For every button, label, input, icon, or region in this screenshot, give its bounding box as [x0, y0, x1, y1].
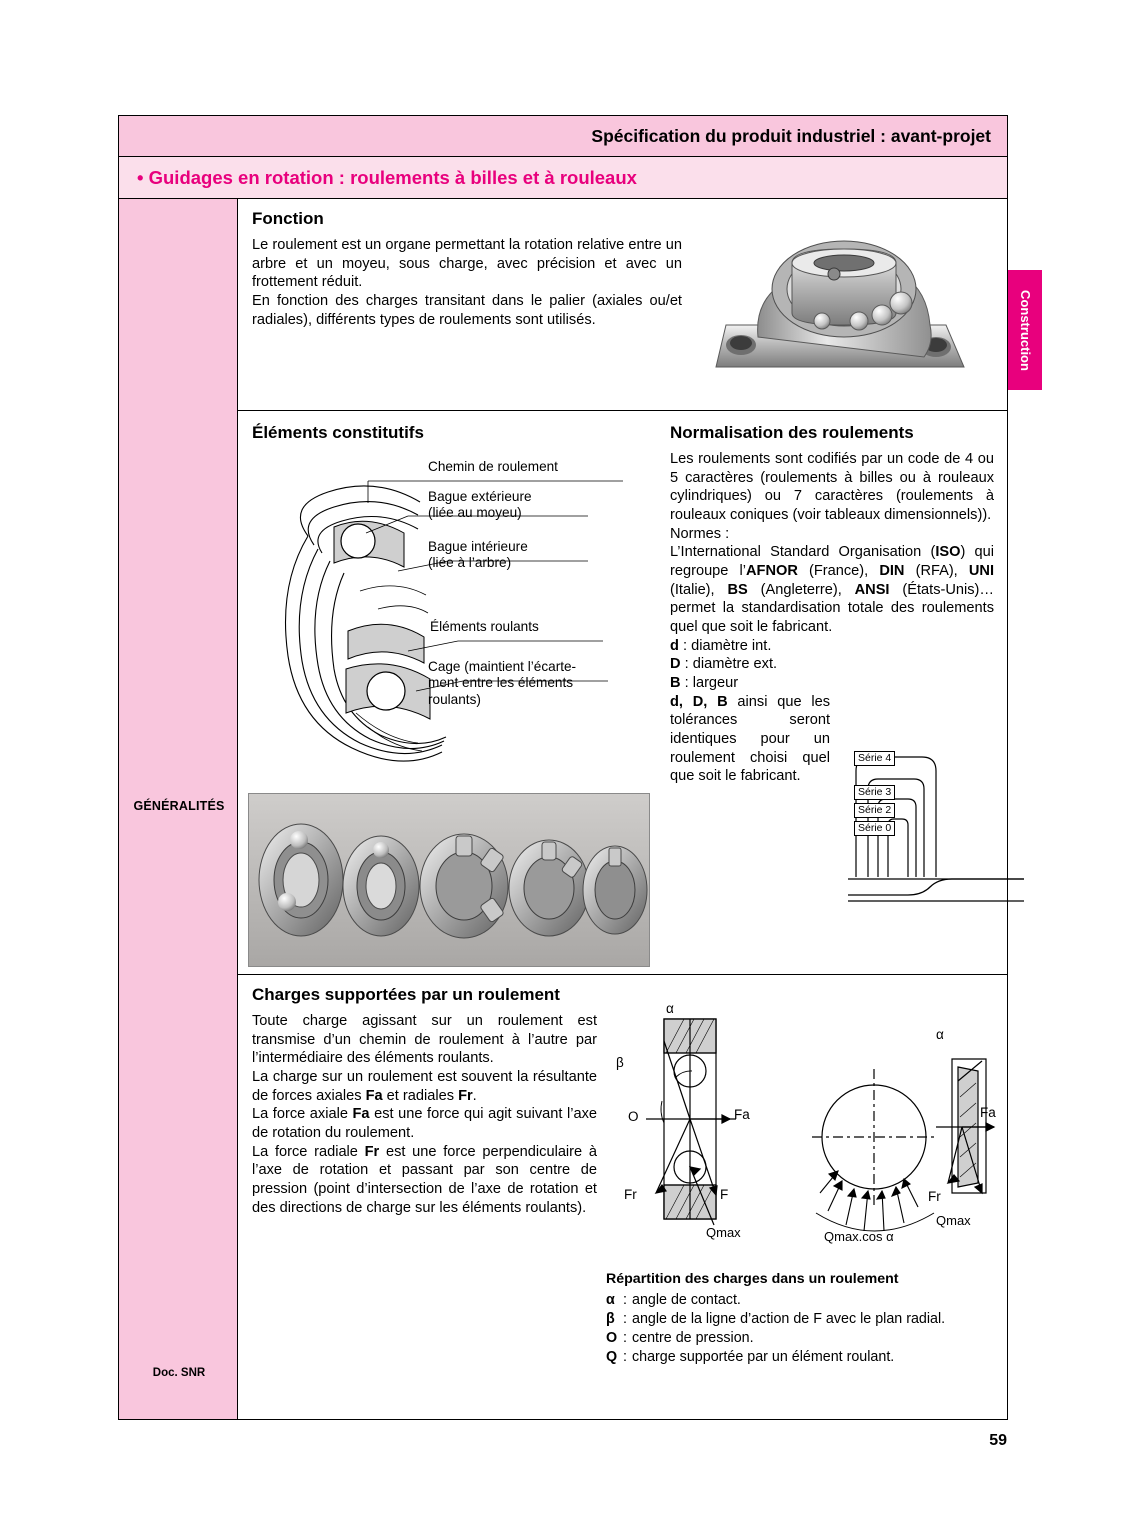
def-B-text: : largeur: [684, 675, 739, 692]
charges-p2-end: .: [472, 1087, 477, 1104]
load-distribution-diagrams: [606, 997, 996, 1267]
normalisation-def-D: [670, 655, 994, 674]
fonction-paragraph-2: En fonction des charges transitant dans le palier (axiales ou/et radiales), différents types de roulements sont utilisés.: [252, 293, 682, 328]
normalisation-def-B: [670, 674, 994, 693]
diagram-label-fr-left: Fr: [624, 1187, 637, 1202]
legend-title: Répartition des charges dans un roulement: [606, 1271, 899, 1287]
series-tag-4: Série 4: [854, 751, 895, 766]
charges-paragraph-2: [252, 1068, 597, 1105]
bearing-cutaway-diagram: [248, 441, 648, 771]
legend-beta-colon: :: [623, 1311, 627, 1327]
series-tag-2: Série 2: [854, 803, 895, 818]
charges-legend: [606, 1271, 996, 1367]
norm-bs: BS: [727, 581, 748, 598]
normalisation-title: Normalisation des roulements: [670, 423, 914, 442]
def-D-symbol: D: [670, 656, 681, 673]
charges-p2-mid: et radiales: [382, 1087, 459, 1104]
sidebar-doc-credit: Doc. SNR: [152, 1367, 206, 1379]
side-tab-label: Construction: [1017, 289, 1033, 371]
bearing-housing-photo: [696, 217, 986, 397]
callout-cage-line1: Cage (maintient l’écarte-: [428, 659, 577, 674]
callout-cage-line3: roulants): [428, 691, 481, 707]
diagram-label-qmax-left: Qmax: [706, 1225, 741, 1240]
normalisation-block: [670, 423, 995, 834]
norm-iso: ISO: [935, 544, 961, 561]
legend-item-beta: [606, 1310, 996, 1328]
diagram-label-f: F: [720, 1187, 729, 1202]
norm-afnor: AFNOR: [746, 563, 798, 580]
legend-o-symbol: O: [606, 1330, 618, 1346]
legend-q-symbol: Q: [606, 1349, 618, 1365]
norm-ansi: ANSI: [854, 581, 890, 598]
normalisation-paragraph-2: [670, 543, 994, 636]
legend-alpha-colon: :: [623, 1292, 627, 1308]
diagram-label-qmax-cos: Qmax.cos α: [824, 1229, 894, 1244]
charges-fa-2: Fa: [352, 1106, 370, 1123]
diagram-label-origin: O: [628, 1109, 639, 1124]
legend-beta-text: angle de la ligne d’action de F avec le plan radial.: [632, 1311, 946, 1327]
charges-title: Charges supportées par un roulement: [252, 985, 560, 1004]
legend-alpha-text: angle de contact.: [632, 1292, 741, 1308]
charges-p3-pre: La force axiale: [252, 1106, 353, 1123]
norm-p2-m5: (Angleterre),: [747, 581, 855, 598]
charges-p3-end: est une force qui agit suivant l’axe de rotation du roulement.: [252, 1106, 597, 1142]
norm-p2-m3: (RFA),: [904, 563, 969, 580]
charges-p4-pre: La force radiale: [252, 1143, 365, 1160]
diagram-label-fa-right: Fa: [980, 1105, 996, 1120]
diagram-label-fr-right: Fr: [928, 1189, 941, 1204]
callout-cage-line2: ment entre les éléments: [428, 675, 574, 691]
series-tag-0: Série 0: [854, 821, 895, 836]
legend-o-text: centre de pression.: [632, 1330, 754, 1346]
norm-din: DIN: [879, 563, 905, 580]
legend-item-q: [606, 1348, 996, 1366]
diagram-label-alpha-left: α: [666, 1001, 674, 1016]
legend-beta-symbol: β: [606, 1311, 615, 1327]
norm-p2-m2: (France),: [797, 563, 880, 580]
legend-q-text: charge supportée par un élément roulant.: [632, 1349, 895, 1365]
charges-fr-2: Fr: [364, 1143, 380, 1160]
norm-p3-text: ainsi que les tolérances seront identiques pour un roulement choisi quel que soit le fabricant.: [670, 693, 830, 785]
diagram-label-fa-left: Fa: [734, 1107, 750, 1122]
elements-title: Éléments constitutifs: [252, 423, 424, 442]
series-dimensions-diagram: [848, 745, 1024, 905]
charges-fa-1: Fa: [365, 1087, 383, 1104]
section-elements-constitutifs: [238, 411, 1008, 975]
legend-item-o: [606, 1329, 996, 1347]
page-number: 59: [989, 1432, 1007, 1449]
legend-q-colon: :: [623, 1349, 627, 1365]
side-tab-construction: [1008, 270, 1042, 390]
callout-bague-interieure-line2: (liée à l’arbre): [428, 555, 512, 571]
charges-fr-1: Fr: [458, 1087, 473, 1104]
norm-p2-m1: ) qui regroupe l’: [670, 544, 995, 580]
sidebar-section-column: [118, 199, 238, 1420]
callout-elements-roulants: Éléments roulants: [430, 619, 539, 634]
charges-paragraph-4: [252, 1143, 597, 1218]
header-title-text: Spécification du produit industriel : avant-projet: [591, 125, 991, 146]
norm-uni: UNI: [968, 563, 994, 580]
series-tag-3: Série 3: [854, 785, 895, 800]
section-charges: [238, 975, 1008, 1420]
callout-chemin-de-roulement: Chemin de roulement: [428, 459, 558, 474]
charges-paragraph-1: Toute charge agissant sur un roulement est transmise d’un chemin de roulement à l’autre par l’intermédiaire des éléments roulants.: [252, 1013, 597, 1067]
norm-p2-end: (États-Unis)… permet la standardisation totale des roulements quel que soit le fabricant.: [670, 581, 994, 636]
def-d-symbol: d: [670, 637, 679, 654]
charges-paragraph-3: [252, 1105, 597, 1142]
callout-bague-interieure-line1: Bague intérieure: [428, 539, 528, 554]
def-D-text: : diamètre ext.: [684, 656, 778, 673]
section-fonction: [238, 199, 1008, 411]
norm-p3-symbols: d, D, B: [670, 693, 728, 710]
norm-p2-m4: (Italie),: [670, 581, 728, 598]
callout-bague-exterieure-line1: Bague extérieure: [428, 489, 532, 504]
fonction-title: Fonction: [252, 209, 324, 228]
fonction-paragraph-1: Le roulement est un organe permettant la rotation relative entre un arbre et un moyeu, sous charge, avec précision et avec un frottement réduit.: [252, 237, 682, 291]
diagram-label-qmax-right: Qmax: [936, 1213, 971, 1228]
diagram-label-alpha-right: α: [936, 1027, 944, 1042]
sidebar-section-label: GÉNÉRALITÉS: [133, 799, 225, 813]
callout-bague-exterieure-line2: (liée au moyeu): [428, 505, 522, 521]
legend-item-alpha: [606, 1291, 996, 1309]
charges-p2-pre: La charge sur un roulement est souvent la résultante de forces axiales: [252, 1069, 597, 1104]
legend-alpha-symbol: α: [606, 1292, 615, 1308]
norm-p2-pre: L’International Standard Organisation (: [670, 544, 936, 561]
def-d-text: : diamètre int.: [682, 637, 772, 654]
normalisation-paragraph-3: [670, 693, 830, 786]
diagram-label-beta: β: [616, 1055, 624, 1070]
normalisation-paragraph-1: Les roulements sont codifiés par un code de 4 ou 5 caractères (roulements à billes ou à rouleaux cylindriques) ou 7 caractères (roulements à rouleaux coniques (voir tableaux dimensionnels)).: [670, 451, 994, 524]
def-B-symbol: B: [670, 675, 681, 692]
normalisation-def-d: [670, 637, 994, 656]
header-subtitle-text: • Guidages en rotation : roulements à billes et à rouleaux: [137, 166, 637, 188]
legend-o-colon: :: [623, 1330, 627, 1346]
charges-p4-end: est une force perpendiculaire à l’axe de rotation et passant par son centre de pression (point d’intersection de l’axe de rotation et des directions de charge sur les éléments roulants).: [252, 1143, 597, 1216]
normalisation-normes-label: Normes :: [670, 525, 730, 542]
bearings-photo-row: [248, 793, 650, 967]
